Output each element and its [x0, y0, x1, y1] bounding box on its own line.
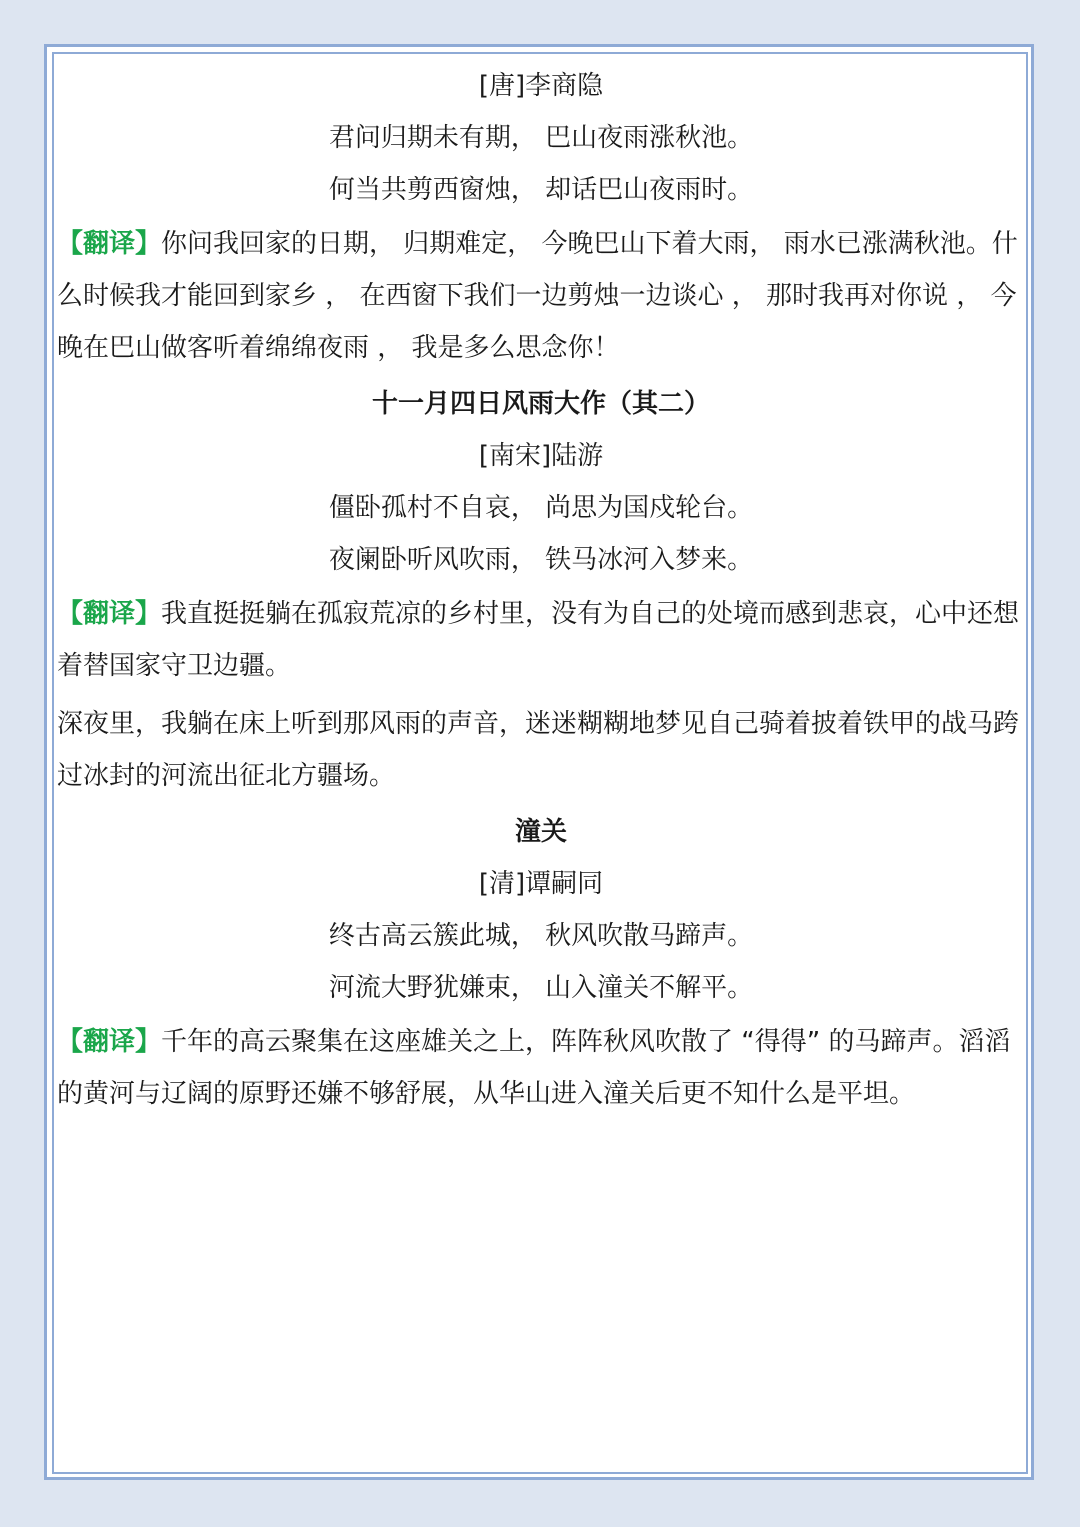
- poem-author: [清]谭嗣同: [478, 869, 604, 899]
- poem-title: 潼关: [514, 817, 567, 847]
- poem-title: 十一月四日风雨大作（其二）: [371, 389, 710, 419]
- poem-author: [南宋]陆游: [478, 441, 604, 471]
- translation-paragraph: [57, 588, 1025, 692]
- translation-paragraph: [57, 218, 1025, 374]
- document-body: [57, 60, 1025, 1124]
- poem-line: 终古高云簇此城， 秋风吹散马蹄声。: [328, 921, 754, 951]
- translation-paragraph: [57, 1016, 1025, 1120]
- translation-text: 你问我回家的日期， 归期难定， 今晚巴山下着大雨， 雨水已涨满秋池。什么时候我才能回到家乡 ， 在西窗下我们一边剪烛一边谈心 ， 那时我再对你说 ， 今晚在巴山做客听着绵绵夜雨 ， 我是多么思念你！: [57, 229, 1018, 363]
- translation-tag: 【翻译】: [57, 599, 162, 629]
- poem-line: 僵卧孤村不自哀， 尚思为国戍轮台。: [328, 493, 754, 523]
- poem-section: [57, 60, 1025, 374]
- poem-author: [唐]李商隐: [478, 71, 604, 101]
- poem-line: 君问归期未有期， 巴山夜雨涨秋池。: [328, 123, 754, 153]
- poem-section: [57, 806, 1025, 1120]
- poem-line: 何当共剪西窗烛， 却话巴山夜雨时。: [328, 175, 754, 205]
- poem-line: 河流大野犹嫌束， 山入潼关不解平。: [328, 973, 754, 1003]
- translation-text: 千年的高云聚集在这座雄关之上，阵阵秋风吹散了 “得得” 的马蹄声。滔滔的黄河与辽阔的原野还嫌不够舒展，从华山进入潼关后更不知什么是平坦。: [57, 1027, 1011, 1109]
- translation-tag: 【翻译】: [57, 1027, 162, 1057]
- translation-text: 我直挺挺躺在孤寂荒凉的乡村里，没有为自己的处境而感到悲哀，心中还想着替国家守卫边疆。: [57, 599, 1020, 681]
- poem-line: 夜阑卧听风吹雨， 铁马冰河入梦来。: [328, 545, 754, 575]
- translation-paragraph: 深夜里，我躺在床上听到那风雨的声音，迷迷糊糊地梦见自己骑着披着铁甲的战马跨过冰封的河流出征北方疆场。: [57, 709, 1020, 791]
- translation-tag: 【翻译】: [57, 229, 162, 259]
- poem-section: [57, 378, 1025, 802]
